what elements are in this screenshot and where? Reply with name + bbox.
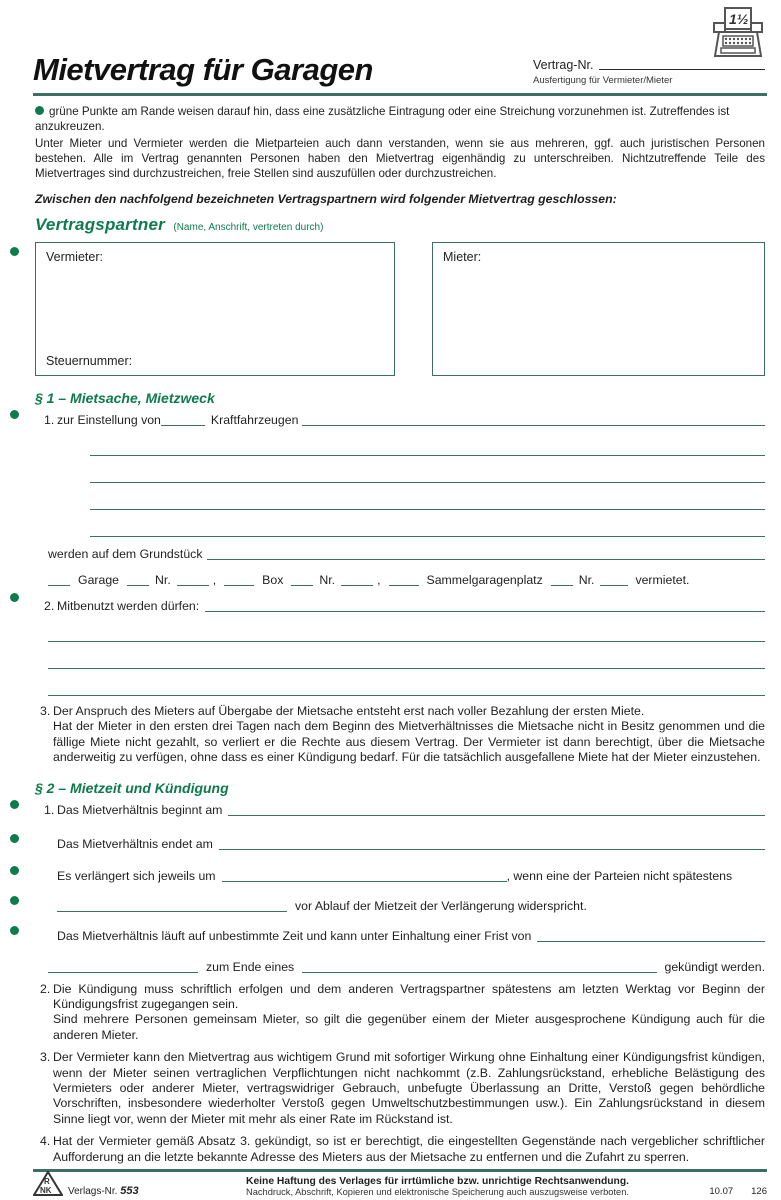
description-input-line[interactable]	[90, 429, 765, 456]
footer-disclaimer-2: Nachdruck, Abschrift, Kopieren und elektronische Speicherung auch auszugsweise verboten.	[246, 1187, 629, 1197]
s1-item3-paragraph	[53, 704, 765, 766]
box-check-line[interactable]	[291, 585, 313, 586]
typewriter-spacing-icon	[707, 6, 767, 67]
box-check-line[interactable]	[224, 585, 254, 586]
indefinite-lease-label: Das Mietverhältnis läuft auf unbestimmte Zeit und kann unter Einhaltung einer Frist von	[57, 928, 532, 943]
green-margin-dot	[10, 926, 19, 935]
nr-label: Nr.	[155, 573, 171, 587]
page-title: Mietvertrag für Garagen	[33, 52, 373, 87]
logo-letter-r: R	[44, 1177, 50, 1186]
parties-heading: Vertragspartner	[35, 215, 165, 234]
copy-for-label: Ausfertigung für Vermieter/Mieter	[533, 75, 673, 86]
nr-label: Nr.	[319, 573, 336, 587]
description-input-line[interactable]	[90, 510, 765, 537]
landlord-box[interactable]	[35, 242, 395, 376]
green-dot-note	[35, 104, 781, 134]
contract-number-label: Vertrag-Nr.	[533, 58, 594, 72]
green-dot-note-text: grüne Punkte am Rande weisen darauf hin, dass eine zusätzliche Eintragung oder eine Streichung vorzunehmen ist. Zutreffendes ist anzukreuzen.	[35, 105, 730, 133]
lease-extension-label: Es verlängert sich jeweils um	[57, 868, 216, 883]
shared-use-input-line[interactable]	[48, 615, 765, 642]
s1-item2-label: Mitbenutzt werden dürfen:	[57, 599, 200, 613]
shared-use-input-line[interactable]	[48, 669, 765, 696]
property-address-input-line[interactable]	[207, 559, 765, 560]
comma: ,	[377, 573, 381, 587]
terminated-label: gekündigt werden.	[664, 959, 765, 974]
box-label: Box	[262, 573, 284, 587]
rented-label: vermietet.	[635, 573, 690, 587]
nr-label: Nr.	[578, 573, 595, 587]
landlord-label: Vermieter:	[46, 250, 103, 264]
verlag-number-value: 553	[120, 1185, 139, 1197]
footer-page-code: 126	[751, 1186, 767, 1197]
footer-disclaimer-1: Keine Haftung des Verlages für irrtümliche bzw. unrichtige Rechtsanwendung.	[246, 1176, 629, 1187]
green-margin-dot	[10, 247, 19, 256]
section1-heading: § 1 – Mietsache, Mietzweck	[35, 390, 215, 406]
contract-lead-sentence: Zwischen den nachfolgend bezeichneten Vertragspartnern wird folgender Mietvertrag geschlossen:	[35, 192, 617, 206]
s2-item4-paragraph: Hat der Vermieter gemäß Absatz 3. gekündigt, so ist er berechtigt, die eingestellten Gegenstände nach vergeblicher schriftlicher Aufforderung an die letzte bekannte Adresse des Mieters aus der Mietsache zu entfernen und die Zufahrt zu sperren.	[53, 1134, 765, 1164]
shared-use-input-line[interactable]	[205, 611, 765, 612]
objection-label: vor Ablauf der Mietzeit der Verlängerung widerspricht.	[295, 898, 587, 913]
green-margin-dot	[10, 834, 19, 843]
description-input-line[interactable]	[90, 483, 765, 510]
lease-extension-label2: , wenn eine der Parteien nicht spätestens	[506, 868, 733, 883]
parking-check-line[interactable]	[389, 585, 419, 586]
lease-end-input-line[interactable]	[219, 849, 765, 850]
green-dot-icon	[35, 106, 44, 115]
comma: ,	[212, 573, 217, 587]
s1-item3-rest: Hat der Mieter in den ersten drei Tagen nach dem Beginn des Mietverhältnisses die Mietsache nicht in Besitz genommen und die fällige Miete nicht gezahlt, so verliert er die Rechte aus diesem Vertrag. Der Vermieter ist dann berechtigt, über die Mietsache anderweitig zu verfügen, ohne dass es einer Kündigung bedarf. Für die tatsächlich ausgefallene Miete hat der Mieter einzustehen.	[53, 719, 765, 765]
green-margin-dot	[10, 800, 19, 809]
s2-item2-line1: Die Kündigung muss schriftlich erfolgen und dem anderen Vertragspartner spätestens am letzten Werktag vor Beginn der Kündigungsfrist zugegangen sein.	[53, 981, 765, 1012]
vehicle-description-input-line[interactable]	[302, 425, 765, 426]
spacing-badge: 1½	[729, 11, 749, 27]
garage-check-line[interactable]	[48, 585, 70, 586]
notice-period-input-line[interactable]	[537, 941, 765, 942]
description-input-line[interactable]	[90, 456, 765, 483]
landlord-tax-number-label: Steuernummer:	[46, 354, 133, 368]
box-number-input-line[interactable]	[341, 585, 373, 586]
s2-item3-paragraph: Der Vermieter kann den Mietvertrag aus wichtigem Grund mit sofortiger Wirkung ohne Einhaltung einer Kündigungsfrist kündigen, wenn der Mieter seinen vertraglichen Verpflichtungen nicht nachkommt (z.B. Zahlungsrückstand, erhebliche Belästigung des Vermieters oder anderer Mieter, vertragswidriger Gebrauch, unbefugte Überlassung an Dritte, Verstoß gegen behördliche Vorschriften, insbesondere wiederholter Verstoß gegen Umweltschutzbestimmungen usw.). Ein Zahlungsrückstand in diesem Sinne liegt vor, wenn der Mieter mit mehr als einer Rate im Rückstand ist.	[53, 1050, 765, 1126]
green-margin-dot	[10, 866, 19, 875]
parking-number-input-line[interactable]	[600, 585, 628, 586]
notice-unit-input-line[interactable]	[302, 972, 656, 973]
s2-item4-number: 4.	[40, 1134, 51, 1149]
rnk-verlag-logo	[33, 1171, 63, 1197]
header	[33, 52, 765, 88]
property-label: werden auf dem Grundstück	[48, 547, 203, 561]
verlag-number-label: Verlags-Nr.	[68, 1186, 118, 1197]
footer-date-code: 10.07	[709, 1186, 734, 1197]
s1-item3-number: 3.	[40, 704, 51, 718]
intro-paragraph: Unter Mieter und Vermieter werden die Mietparteien auch dann verstanden, wenn sie aus mehreren, ggf. auch juristischen Personen bestehen. Alle im Vertrag genannten Personen haben den Mietvertrag eigenhändig zu unterschreiben. Nichtzutreffende Teile des Mietvertrages sind durchzustreichen, freie Stellen sind auszufüllen oder durchzustreichen.	[35, 137, 765, 180]
green-margin-dot	[10, 410, 19, 419]
tenant-label: Mieter:	[443, 250, 482, 264]
parties-heading-note: (Name, Anschrift, vertreten durch)	[173, 222, 324, 233]
footer	[33, 1171, 767, 1197]
vehicle-count-input-line[interactable]	[161, 425, 205, 426]
tenant-box[interactable]	[432, 242, 765, 376]
shared-use-input-line[interactable]	[48, 642, 765, 669]
lease-begin-input-line[interactable]	[228, 815, 765, 816]
s1-item1-label: zur Einstellung von	[57, 413, 161, 427]
parking-check-line[interactable]	[551, 585, 573, 586]
garage-number-input-line[interactable]	[177, 585, 209, 586]
logo-letters-nk: NK	[40, 1186, 52, 1195]
shared-garage-label: Sammelgaragenplatz	[426, 573, 543, 587]
s2-item1-number: 1.	[44, 802, 55, 817]
garage-check-line[interactable]	[127, 585, 149, 586]
section2-heading: § 2 – Mietzeit und Kündigung	[35, 779, 229, 796]
s2-item2-paragraph	[53, 982, 765, 1044]
end-of-label: zum Ende eines	[206, 959, 295, 974]
lease-begin-label: Das Mietverhältnis beginnt am	[57, 802, 223, 817]
green-margin-dot	[10, 896, 19, 905]
s1-item1-number: 1.	[44, 413, 55, 427]
contract-number-input-line[interactable]	[599, 69, 765, 70]
objection-period-input-line[interactable]	[57, 911, 287, 912]
extension-period-input-line[interactable]	[222, 881, 507, 882]
s2-item2-line2: Sind mehrere Personen gemeinsam Mieter, so gilt die gegenüber einem der Mieter ausgesprochene Kündigung auch für die anderen Mieter.	[53, 1012, 765, 1042]
notice-period-input-line2[interactable]	[48, 972, 198, 973]
s2-item3-number: 3.	[40, 1050, 51, 1065]
s1-item2-number: 2.	[44, 599, 55, 613]
s1-item1-label2: Kraftfahrzeugen	[210, 413, 299, 427]
lease-end-label: Das Mietverhältnis endet am	[57, 836, 213, 851]
s2-item2-number: 2.	[40, 981, 51, 996]
garage-label: Garage	[78, 573, 120, 587]
s1-item3-line1: Der Anspruch des Mieters auf Übergabe der Mietsache entsteht erst nach voller Bezahlung der ersten Miete.	[53, 704, 645, 718]
green-margin-dot	[10, 593, 19, 602]
